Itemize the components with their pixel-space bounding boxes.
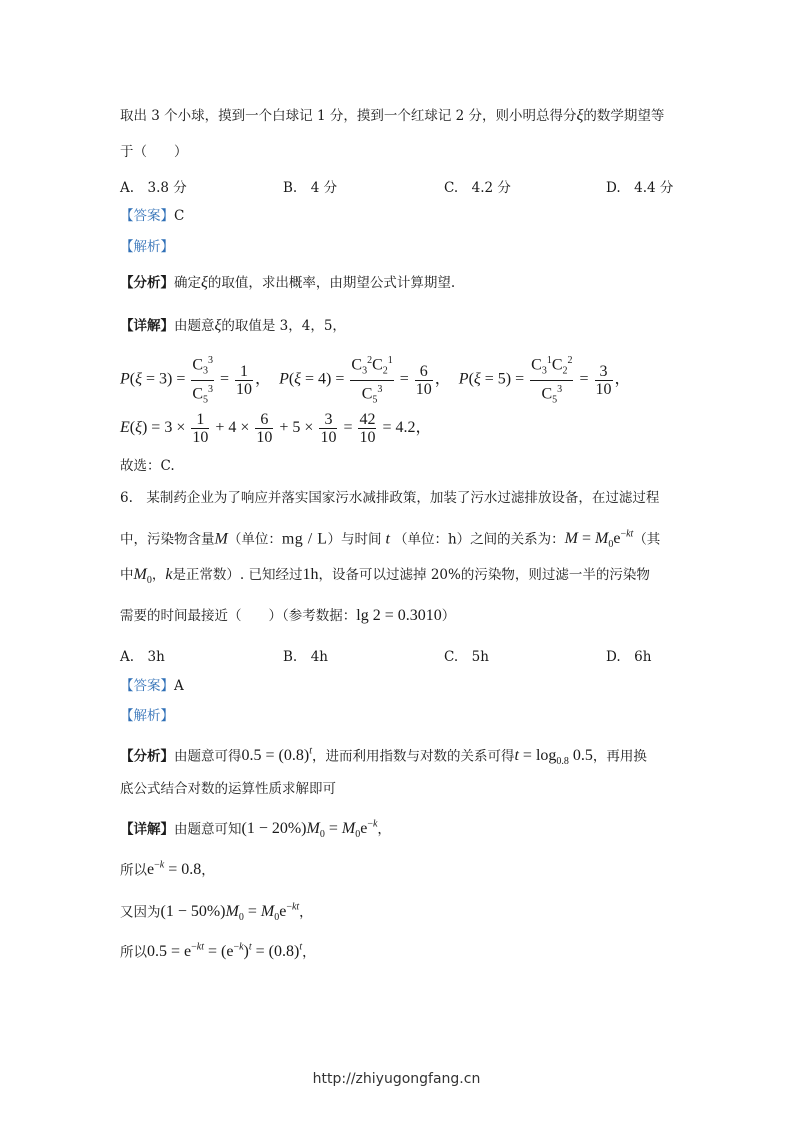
q5-option-d: D. 4.4 分 <box>606 180 674 196</box>
q6-analysis-label: 【解析】 <box>120 708 174 724</box>
q6-option-b: B. 4h <box>283 649 328 665</box>
q5-expectation-formula: E(ξ) = 3 × $\frac{1}{10}$ + 4 × $\frac{6}{10}$ + 5 × $\frac{3}{10}$ = $\frac{42}{10}$ = 4.2， <box>120 410 432 446</box>
q5-analysis-label: 【解析】 <box>120 239 174 255</box>
q6-option-c: C. 5h <box>444 649 489 665</box>
q5-stem-line1: 取出 3 个小球，摸到一个白球记 1 分，摸到一个红球记 2 分，则小明总得分ξ的数学期望等 <box>120 107 665 124</box>
q6-xiangjie: 【详解】由题意可知$(1 - 20\%)M_0 = M_0e^{-k}$， <box>120 819 391 841</box>
q6-step-2: 又因为$(1 - 50\%)M_0 = M_0e^{-kt}$， <box>120 902 313 924</box>
q6-answer: 【答案】A <box>120 678 184 694</box>
answer-label: 【答案】 <box>120 208 174 224</box>
q6-stem-line2: 中，污染物含量M（单位：mg / L）与时间 t （单位：h）之间的关系为：$M = M_0e^{-kt}$（其 <box>120 529 661 551</box>
footer-url[interactable]: http://zhiyugongfang.cn <box>312 1071 481 1087</box>
q5-conclusion: 故选：C. <box>120 458 175 474</box>
q6-stem-line3: 中$M_0$，k是正常数）. 已知经过1h，设备可以过滤掉 20%的污染物，则过滤一半的污染物 <box>120 566 650 587</box>
q6-option-d: D. 6h <box>606 649 652 665</box>
q6-step-1: 所以$e^{-k} = 0.8$， <box>120 860 215 879</box>
q5-stem-line2: 于（ ） <box>120 144 188 160</box>
q5-probability-formulas: P(ξ = 3) = $\frac{C_3^3}{C_5^3}$ = $\frac{1}{10}$ ， P(ξ = 4) = $\frac{C_3^2C_2^1}{C_5^3}$ = $\frac{6}{10}$ ， P(ξ = 5) = $\frac{C_3^1C_2^2}{C_5^3}$ = $\frac{3}{10}$ ， <box>120 352 631 408</box>
q5-option-c: C. 4.2 分 <box>444 180 511 196</box>
q5-fenxi: 【分析】确定ξ的取值，求出概率，由期望公式计算期望. <box>120 274 456 291</box>
q6-stem-line1: 6. 某制药企业为了响应并落实国家污水减排政策，加装了污水过滤排放设备，在过滤过程 <box>120 490 660 506</box>
q6-stem-line4: 需要的时间最接近（ ）（参考数据：lg 2 = 0.3010） <box>120 607 456 624</box>
q5-option-b: B. 4 分 <box>283 180 338 196</box>
q6-option-a: A. 3h <box>120 649 165 665</box>
q5-xiangjie: 【详解】由题意ξ的取值是 3，4，5， <box>120 317 346 334</box>
q6-step-3: 所以$0.5 = e^{-kt} = (e^{-k})^t = (0.8)^t$， <box>120 942 316 961</box>
q6-fenxi-line2: 底公式结合对数的运算性质求解即可 <box>120 781 336 797</box>
q5-answer: 【答案】C <box>120 208 185 224</box>
q5-option-a: A. 3.8 分 <box>120 180 187 196</box>
q6-fenxi: 【分析】由题意可得$0.5 = (0.8)^t$，进而利用指数与对数的关系可得$t = \log_{0.8} 0.5$，再用换 <box>120 746 647 768</box>
